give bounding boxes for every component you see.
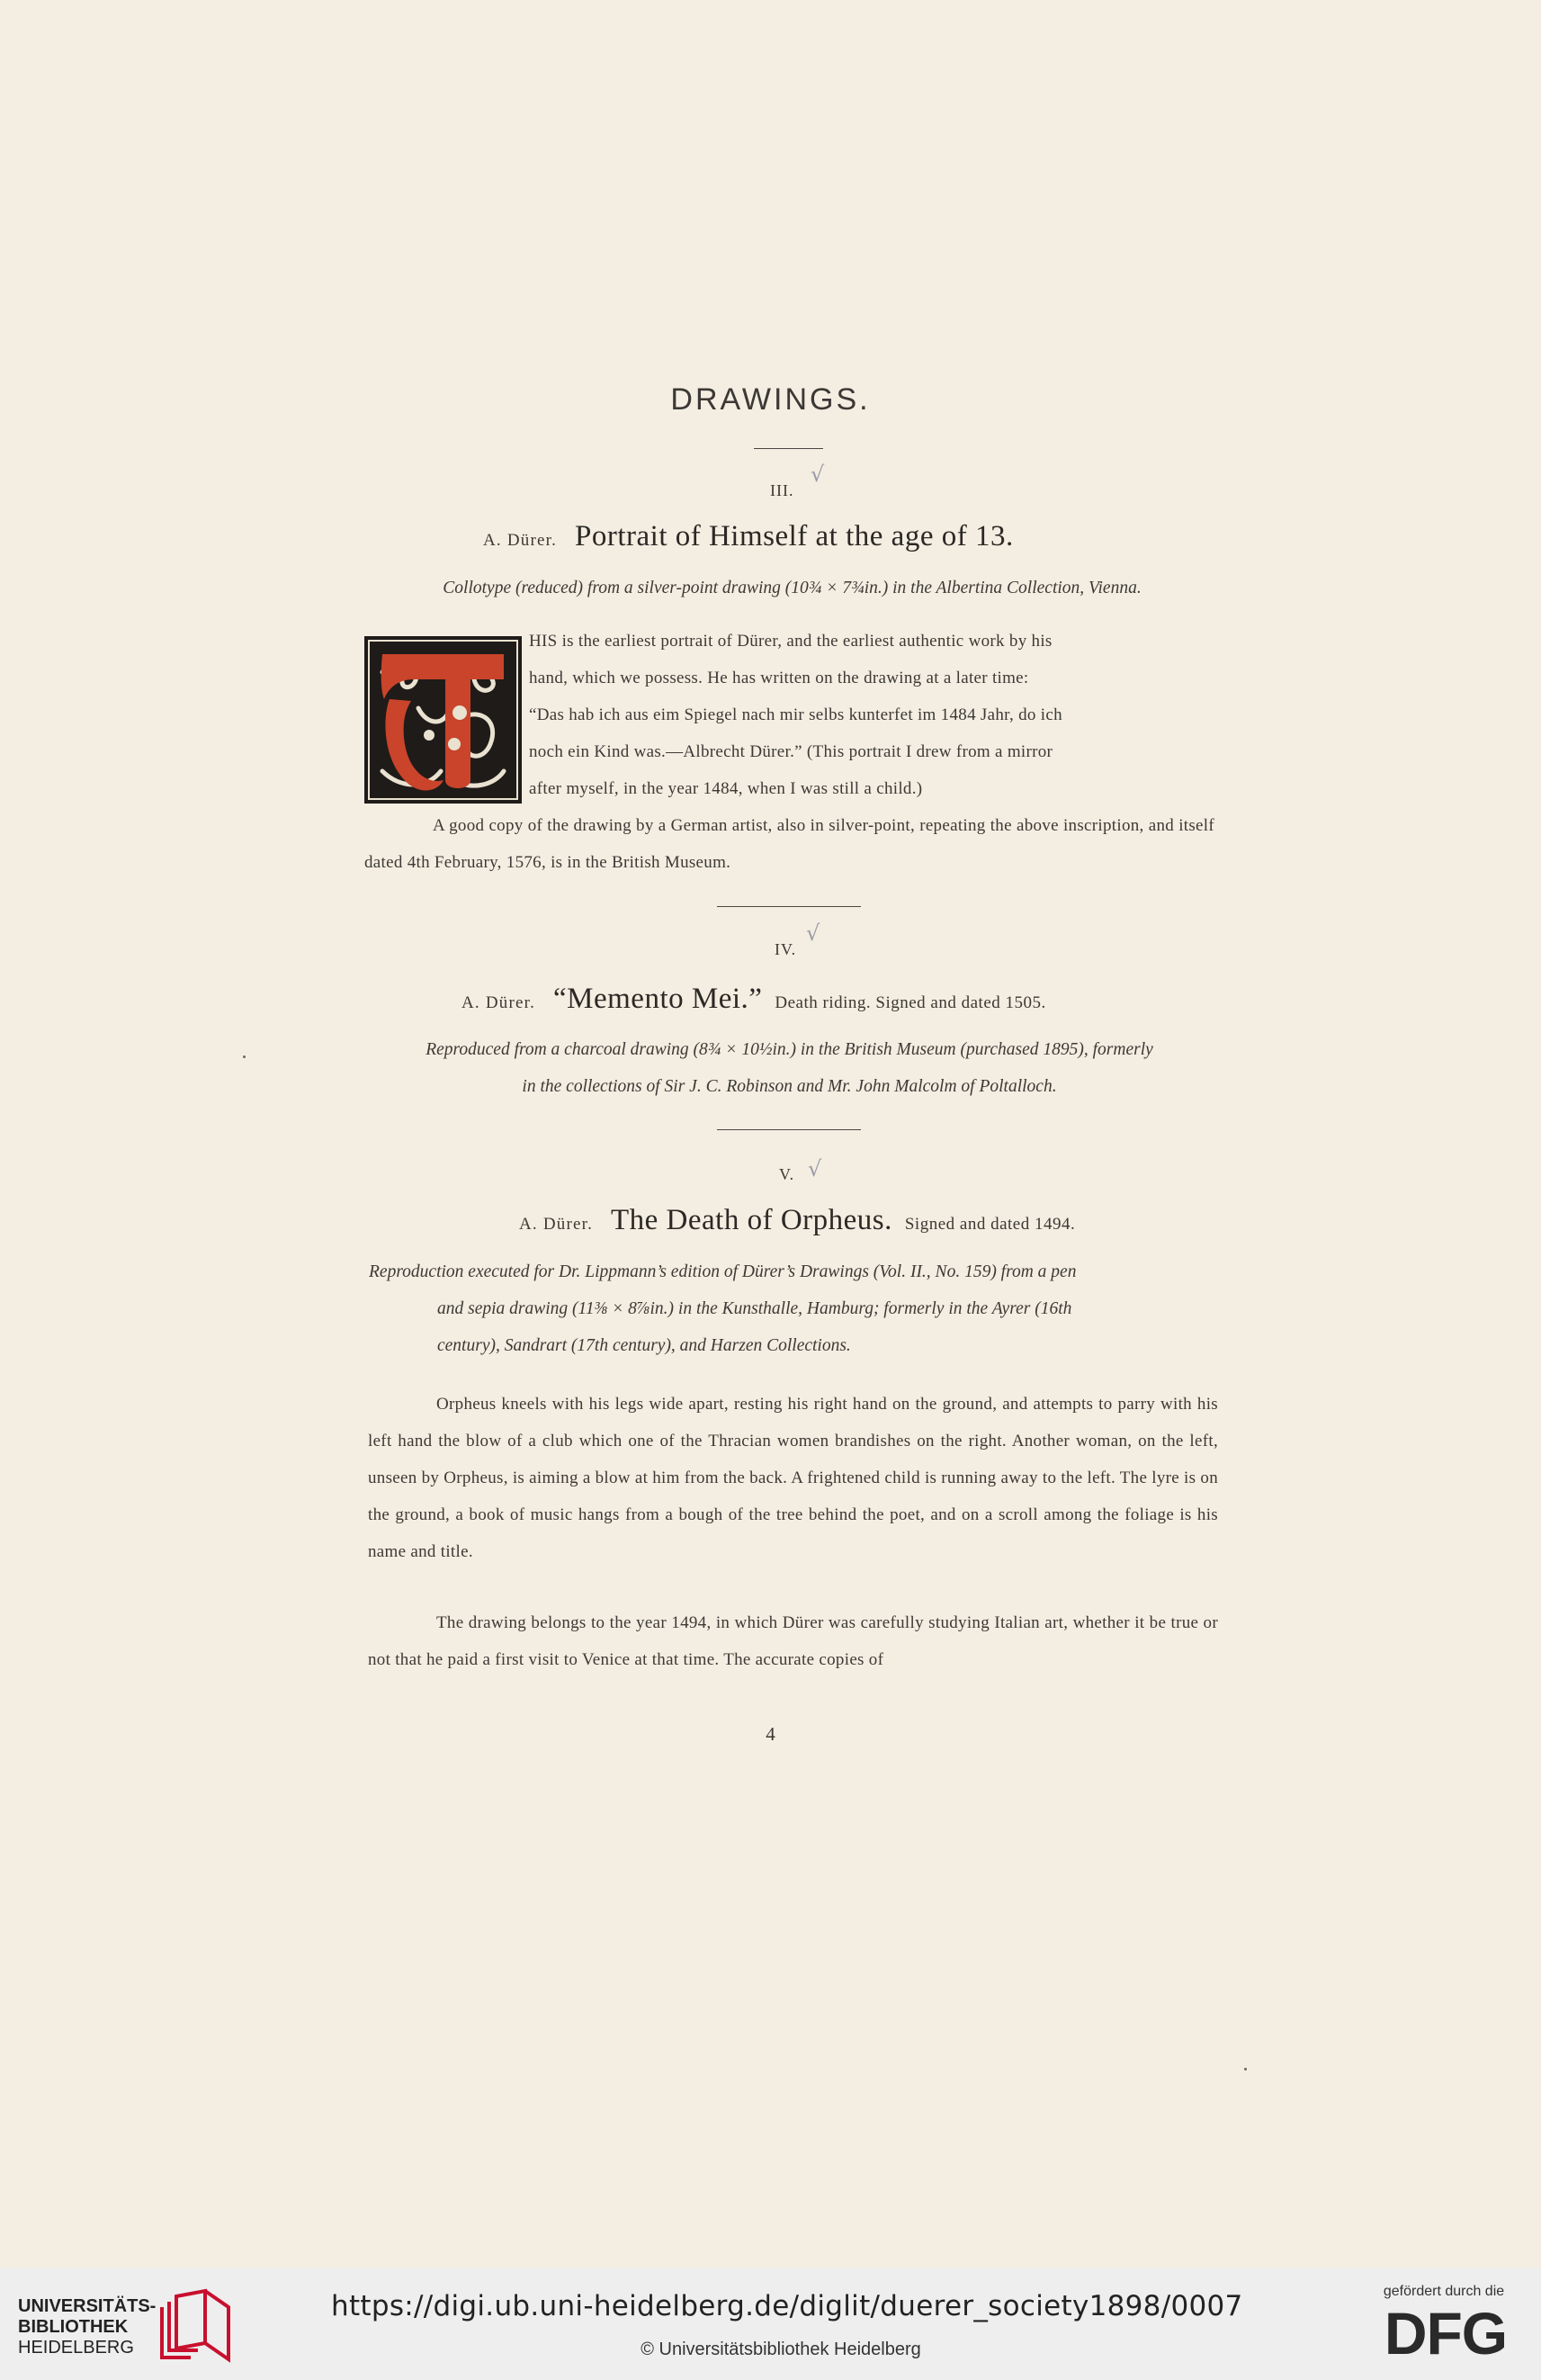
entry-v-author: A. Dürer. bbox=[519, 1215, 594, 1234]
caption-line: Reproduced from a charcoal drawing (8¾ × 10½in.) in the British Museum (purchased 1895), formerly bbox=[426, 1040, 1153, 1059]
caption-line: Reproduction executed for Dr. Lippmann’s edition of Dürer’s Drawings (Vol. II., No. 159) from a pen bbox=[369, 1262, 1077, 1281]
entry-iii-author: A. Dürer. bbox=[483, 531, 558, 550]
page-heading: DRAWINGS. bbox=[670, 382, 871, 417]
entry-v-paragraph-2: The drawing belongs to the year 1494, in which Dürer was carefully studying Italian art, whether it be true or not that he paid a first visit to Venice at that time. The accurate copies of bbox=[368, 1613, 1218, 1669]
caption-line: century), Sandrart (17th century), and Harzen Collections. bbox=[437, 1336, 851, 1355]
entry-v-numeral-block bbox=[779, 1165, 794, 1184]
section-rule bbox=[717, 1129, 861, 1130]
entry-iii-caption: Collotype (reduced) from a silver-point drawing (10¾ × 7¾in.) in the Albertina Collection, Vienna. bbox=[443, 579, 1142, 597]
check-mark-icon: √ bbox=[811, 462, 825, 487]
decorated-initial bbox=[364, 636, 522, 804]
paper-speck bbox=[1244, 2068, 1247, 2070]
check-mark-icon: √ bbox=[806, 921, 820, 946]
entry-iv-numeral-block bbox=[775, 940, 796, 959]
page-number: 4 bbox=[766, 1723, 775, 1745]
library-name bbox=[18, 2296, 156, 2358]
section-rule bbox=[717, 906, 861, 907]
entry-v-title: The Death of Orpheus. bbox=[611, 1204, 892, 1236]
dfg-logo[interactable]: DFG bbox=[1384, 2300, 1508, 2367]
paper-speck bbox=[243, 1055, 246, 1058]
entry-v-caption bbox=[369, 1253, 1232, 1364]
entry-iii-paragraph: A good copy of the drawing by a German artist, also in silver-point, repeating the above inscription, and itself dated 4th February, 1576, is in the British Museum. bbox=[364, 816, 1214, 872]
entry-iii-text-beside-initial bbox=[529, 623, 1214, 807]
entry-iv-numeral: IV. bbox=[775, 940, 797, 958]
entry-iii-numeral: III. bbox=[770, 481, 794, 499]
document-url-link[interactable]: https://digi.ub.uni-heidelberg.de/diglit/duerer_society1898/0007 bbox=[331, 2290, 1243, 2322]
heading-rule bbox=[754, 448, 823, 449]
decorated-initial-t-icon bbox=[364, 636, 522, 804]
text-line: hand, which we possess. He has written on the drawing at a later time: bbox=[529, 669, 1029, 687]
entry-iii-title: Portrait of Himself at the age of 13. bbox=[575, 520, 1014, 552]
text-line: HIS is the earliest portrait of Dürer, and the earliest authentic work by his bbox=[529, 632, 1053, 651]
library-line: BIBLIOTHEK bbox=[18, 2317, 129, 2337]
entry-iv-title-line bbox=[461, 983, 1046, 1016]
funded-by-label: gefördert durch die bbox=[1383, 2284, 1505, 2299]
library-line: HEIDELBERG bbox=[18, 2338, 134, 2358]
library-logo-icon[interactable] bbox=[155, 2287, 236, 2364]
text-line: “Das hab ich aus eim Spiegel nach mir selbs kunterfet im 1484 Jahr, do ich bbox=[529, 705, 1062, 724]
entry-iv-signed: Death riding. Signed and dated 1505. bbox=[775, 993, 1046, 1012]
entry-v-paragraph-1: Orpheus kneels with his legs wide apart, resting his right hand on the ground, and attempts to parry with his left hand the blow of a club which one of the Thracian women brandishes on the right. Another woman, on the left, unseen by Orpheus, is aiming a blow at him from the back. A frightened child is running away to the left. The lyre is on the ground, a book of music hangs from a bough of the tree behind the poet, and on a scroll among the foliage is his name and title. bbox=[368, 1395, 1218, 1561]
copyright-notice: © Universitätsbibliothek Heidelberg bbox=[641, 2340, 921, 2359]
entry-v-signed: Signed and dated 1494. bbox=[904, 1215, 1076, 1234]
library-line: UNIVERSITÄTS- bbox=[18, 2296, 157, 2316]
entry-iv-title: “Memento Mei.” bbox=[553, 983, 763, 1015]
entry-iii-title-line bbox=[483, 520, 1014, 553]
footer-bar bbox=[0, 2268, 1541, 2380]
entry-v-numeral: V. bbox=[779, 1165, 795, 1183]
caption-line: in the collections of Sir J. C. Robinson and Mr. John Malcolm of Poltalloch. bbox=[522, 1077, 1057, 1096]
check-mark-icon: √ bbox=[808, 1156, 822, 1181]
text-line: after myself, in the year 1484, when I was still a child.) bbox=[529, 779, 923, 798]
entry-iv-author: A. Dürer. bbox=[461, 993, 536, 1012]
text-line: noch ein Kind was.—Albrecht Dürer.” (This portrait I drew from a mirror bbox=[529, 742, 1053, 761]
entry-iv-caption bbox=[364, 1031, 1214, 1105]
entry-v-title-line bbox=[519, 1204, 1075, 1237]
caption-line: and sepia drawing (11⅜ × 8⅞in.) in the Kunsthalle, Hamburg; formerly in the Ayrer (16th bbox=[437, 1299, 1072, 1318]
